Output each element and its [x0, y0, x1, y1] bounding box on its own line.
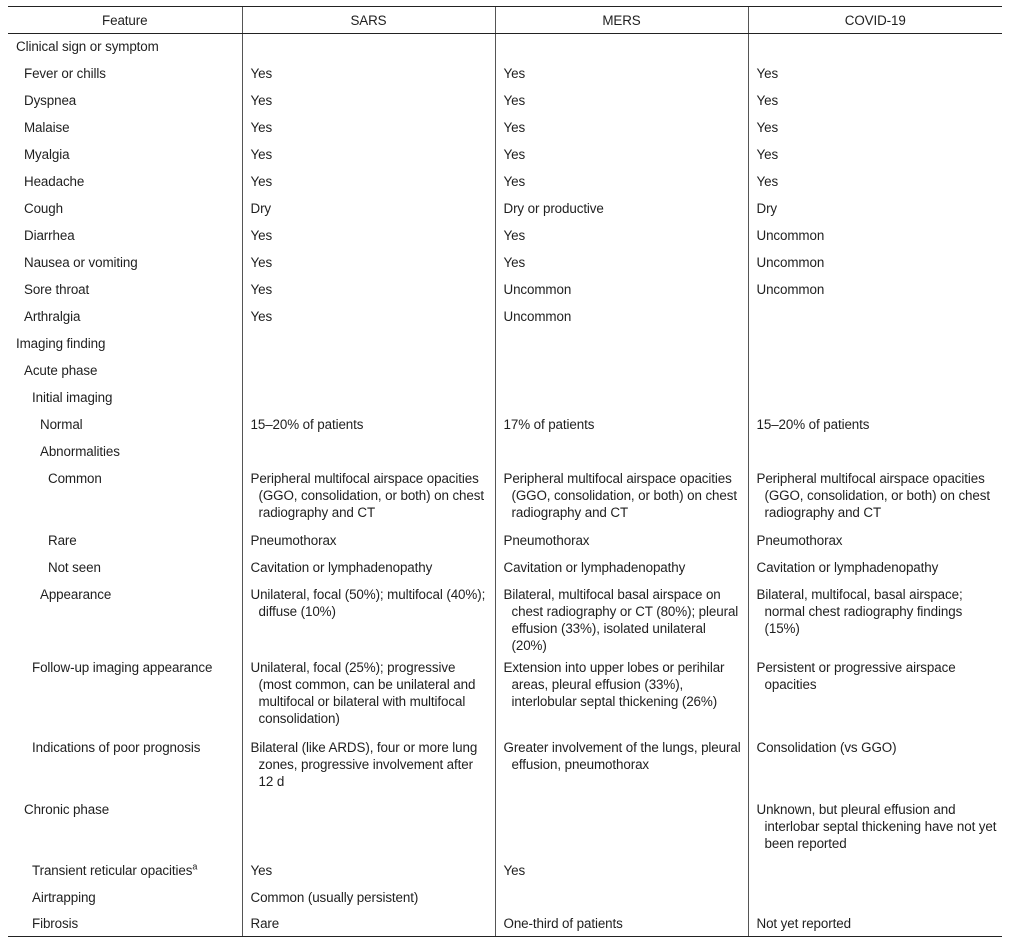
row-feature: Airtrapping: [32, 889, 96, 905]
row-feature: Acute phase: [24, 362, 98, 378]
row-feature: Follow-up imaging appearance: [32, 659, 213, 675]
header-covid: COVID-19: [748, 7, 1002, 34]
table-row-fibrosis: [8, 911, 1002, 937]
cell-sars: 15–20% of patients: [242, 411, 495, 438]
table-row-myalgia: [8, 141, 1002, 168]
row-feature: Clinical sign or symptom: [16, 39, 159, 54]
cell-sars: Pneumothorax: [242, 527, 495, 554]
table-row-imaging: [8, 330, 1002, 357]
cell-mers: Yes: [495, 114, 748, 141]
row-feature: Fever or chills: [24, 65, 106, 81]
cell-sars: Yes: [242, 168, 495, 195]
cell-covid: Unknown, but pleural effusion and interlobar septal thickening have not yet been reported: [756, 801, 997, 851]
row-feature-label: Transient reticular opacities: [32, 862, 193, 878]
cell-mers: [495, 330, 748, 357]
cell-sars: Yes: [242, 303, 495, 330]
cell-mers: Yes: [495, 222, 748, 249]
cell-covid: Pneumothorax: [748, 527, 1002, 554]
cell-mers: [495, 796, 748, 857]
cell-mers: One-third of patients: [495, 911, 748, 937]
cell-sars: [242, 384, 495, 411]
cell-mers: [495, 384, 748, 411]
row-feature: Rare: [48, 532, 77, 548]
table-row-nausea: [8, 249, 1002, 276]
cell-covid: Yes: [748, 114, 1002, 141]
cell-mers: Uncommon: [495, 303, 748, 330]
cell-sars: Yes: [242, 114, 495, 141]
row-feature: Normal: [40, 416, 83, 432]
cell-mers: Yes: [495, 87, 748, 114]
row-feature: [8, 857, 242, 884]
table-row-initial: [8, 384, 1002, 411]
cell-covid: Yes: [748, 141, 1002, 168]
cell-sars: Peripheral multifocal airspace opacities (GGO, consolidation, or both) on chest radiography and CT: [250, 470, 484, 520]
cell-covid: [748, 357, 1002, 384]
cell-covid: [748, 438, 1002, 465]
table-row-acute: [8, 357, 1002, 384]
row-feature: Indications of poor prognosis: [32, 739, 201, 755]
cell-mers: [495, 884, 748, 911]
row-feature: Diarrhea: [24, 227, 75, 243]
cell-covid: Uncommon: [748, 249, 1002, 276]
cell-sars: Yes: [242, 276, 495, 303]
cell-covid: Yes: [748, 168, 1002, 195]
row-feature: Abnormalities: [40, 443, 120, 459]
cell-mers: Bilateral, multifocal basal airspace on chest radiography or CT (80%); pleural effusion (33%), isolated unilateral (20%): [503, 586, 739, 653]
cell-covid: 15–20% of patients: [748, 411, 1002, 438]
row-feature: Myalgia: [24, 146, 70, 162]
header-feature: Feature: [8, 7, 242, 34]
row-feature: Malaise: [24, 119, 70, 135]
cell-covid: Cavitation or lymphadenopathy: [748, 554, 1002, 581]
row-feature: Sore throat: [24, 281, 90, 297]
cell-covid: [748, 330, 1002, 357]
cell-mers: Cavitation or lymphadenopathy: [495, 554, 748, 581]
cell-covid: [748, 384, 1002, 411]
cell-covid: Dry: [748, 195, 1002, 222]
cell-sars: Rare: [242, 911, 495, 937]
row-feature: Nausea or vomiting: [24, 254, 138, 270]
cell-sars: [242, 438, 495, 465]
cell-covid: Uncommon: [748, 276, 1002, 303]
row-feature: Fibrosis: [8, 911, 242, 937]
table-row-appearance: [8, 581, 1002, 654]
row-feature: Not seen: [48, 559, 101, 575]
cell-sars: Yes: [242, 222, 495, 249]
cell-mers: Uncommon: [495, 276, 748, 303]
cell-mers: [495, 357, 748, 384]
cell-mers: Yes: [495, 168, 748, 195]
cell-sars: Yes: [242, 249, 495, 276]
header-mers: MERS: [495, 7, 748, 34]
cell-covid: Bilateral, multifocal, basal airspace; normal chest radiography findings (15%): [756, 586, 963, 636]
table-row-normal: [8, 411, 1002, 438]
table-row-chronic: [8, 796, 1002, 857]
header-row: [8, 7, 1002, 34]
cell-covid: Uncommon: [748, 222, 1002, 249]
table-row-fever: [8, 60, 1002, 87]
cell-mers: [495, 34, 748, 60]
header-sars: SARS: [242, 7, 495, 34]
cell-mers: Yes: [495, 249, 748, 276]
row-feature: Appearance: [40, 586, 112, 602]
cell-covid: [748, 34, 1002, 60]
cell-mers: Yes: [495, 857, 748, 884]
cell-mers: [495, 438, 748, 465]
cell-covid: Not yet reported: [748, 911, 1002, 937]
table-row-diarrhea: [8, 222, 1002, 249]
table-header: [8, 7, 1002, 34]
cell-sars: Yes: [242, 857, 495, 884]
table-row-arthralgia: [8, 303, 1002, 330]
cell-covid: [748, 884, 1002, 911]
table-row-airtrapping: [8, 884, 1002, 911]
cell-mers: Yes: [495, 141, 748, 168]
table-row-common: [8, 465, 1002, 527]
table-row-followup: [8, 654, 1002, 734]
table-row-rare: [8, 527, 1002, 554]
cell-mers: Greater involvement of the lungs, pleural effusion, pneumothorax: [503, 739, 741, 772]
row-feature: Common: [48, 470, 102, 486]
table-row-cough: [8, 195, 1002, 222]
cell-sars: Unilateral, focal (25%); progressive (most common, can be unilateral and multifocal or bilateral with multifocal consolidation): [250, 659, 476, 726]
cell-sars: [242, 330, 495, 357]
cell-sars: [242, 34, 495, 60]
table-row-not-seen: [8, 554, 1002, 581]
cell-mers: Pneumothorax: [495, 527, 748, 554]
cell-sars: Bilateral (like ARDS), four or more lung zones, progressive involvement after 12 d: [250, 739, 478, 789]
table-row-dyspnea: [8, 87, 1002, 114]
table-row-sore-throat: [8, 276, 1002, 303]
row-feature: Cough: [24, 200, 63, 216]
table-row-poor-prognosis: [8, 734, 1002, 796]
cell-covid: [748, 857, 1002, 884]
table-row-headache: [8, 168, 1002, 195]
cell-sars: Common (usually persistent): [242, 884, 495, 911]
cell-sars: [242, 357, 495, 384]
cell-covid: Persistent or progressive airspace opacities: [756, 659, 956, 692]
cell-mers: Dry or productive: [495, 195, 748, 222]
cell-covid: Yes: [748, 60, 1002, 87]
cell-sars: [242, 796, 495, 857]
cell-sars: Cavitation or lymphadenopathy: [242, 554, 495, 581]
cell-sars: Dry: [242, 195, 495, 222]
row-feature: Arthralgia: [24, 308, 81, 324]
row-feature: Headache: [24, 173, 85, 189]
cell-covid: Consolidation (vs GGO): [756, 739, 897, 755]
table-row-malaise: [8, 114, 1002, 141]
coronavirus-comparison-table: [8, 6, 1002, 937]
table-row-clinical: [8, 34, 1002, 60]
cell-covid: [748, 303, 1002, 330]
cell-sars: Yes: [242, 87, 495, 114]
footnote-marker: a: [192, 861, 198, 872]
table-row-abnormalities: [8, 438, 1002, 465]
cell-sars: Unilateral, focal (50%); multifocal (40%); diffuse (10%): [250, 586, 486, 619]
cell-mers: Peripheral multifocal airspace opacities (GGO, consolidation, or both) on chest radiography and CT: [503, 470, 737, 520]
row-feature: Chronic phase: [24, 801, 110, 817]
cell-sars: Yes: [242, 141, 495, 168]
row-feature: Imaging finding: [16, 335, 106, 351]
cell-mers: 17% of patients: [495, 411, 748, 438]
table-row-transient: [8, 857, 1002, 884]
cell-mers: Extension into upper lobes or perihilar areas, pleural effusion (33%), interlobular septal thickening (26%): [503, 659, 725, 709]
cell-sars: Yes: [242, 60, 495, 87]
row-feature: Initial imaging: [32, 389, 113, 405]
cell-covid: Peripheral multifocal airspace opacities (GGO, consolidation, or both) on chest radiography and CT: [756, 470, 990, 520]
cell-covid: Yes: [748, 87, 1002, 114]
cell-mers: Yes: [495, 60, 748, 87]
row-feature: Dyspnea: [24, 92, 77, 108]
table-body: [8, 34, 1002, 937]
